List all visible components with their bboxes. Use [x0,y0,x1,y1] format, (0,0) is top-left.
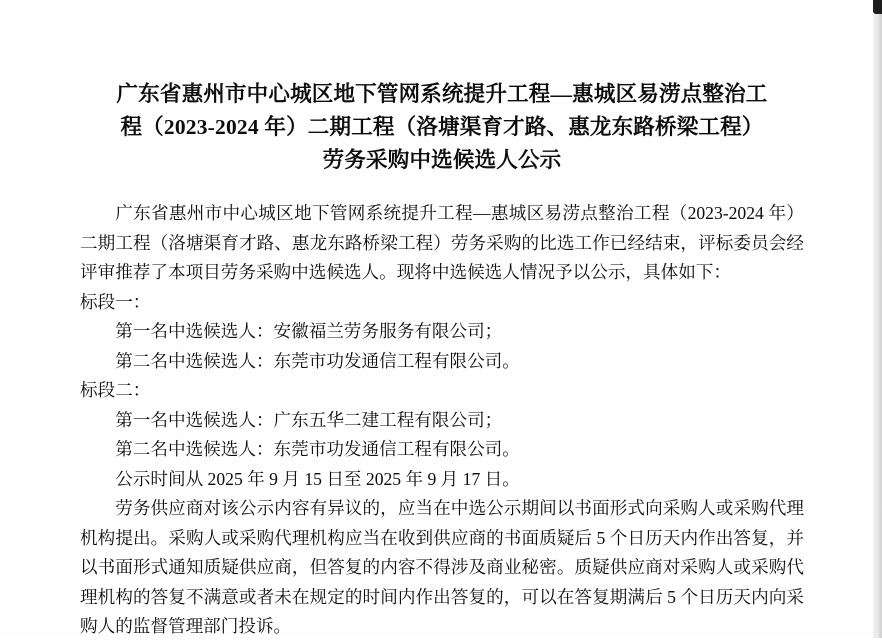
intro-paragraph: 广东省惠州市中心城区地下管网系统提升工程—惠城区易涝点整治工程（2023-2024 年）二期工程（洛塘渠育才路、惠龙东路桥梁工程）劳务采购的比选工作已经结束，评标委员会经评审推荐了本项目劳务采购中选候选人。现将中选候选人情况予以公示，具体如下： [80,203,804,282]
page-title-line-1: 广东省惠州市中心城区地下管网系统提升工程—惠城区易涝点整治工 [116,82,768,106]
publicity-period: 公示时间从 2025 年 9 月 15 日至 2025 年 9 月 17 日。 [115,468,520,489]
document-content [80,0,804,642]
page-title-line-2: 程（2023-2024 年）二期工程（洛塘渠育才路、惠龙东路桥梁工程） [120,115,764,139]
section-lot-one: 标段一： [80,291,151,312]
page-title [80,0,804,177]
lot-one-first-candidate: 第一名中选候选人：安徽福兰劳务服务有限公司； [115,321,503,341]
page-title-line-3: 劳务采购中选候选人公示 [322,148,562,172]
lot-one-second-candidate: 第二名中选候选人：东莞市功发通信工程有限公司。 [115,350,520,371]
document-body [80,199,804,642]
lot-two-first-candidate: 第一名中选候选人：广东五华二建工程有限公司； [115,409,503,430]
objection-procedure-paragraph: 劳务供应商对该公示内容有异议的，应当在中选公示期间以书面形式向采购人或采购代理机构提出。采购人或采购代理机构应当在收到供应商的书面质疑后 5 个日历天内作出答复，并以书面形式通知质疑供应商，但答复的内容不得涉及商业秘密。质疑供应商对采购人或采购代理机构的答复不满意或者未在规定的时间内作出答复的，可以在答复期满后 5 个日历天内向采购人的监督管理部门投诉。 [80,498,804,636]
section-lot-two: 标段二： [80,380,151,400]
scan-corner-mark [873,0,882,14]
lot-two-second-candidate: 第二名中选候选人：东莞市功发通信工程有限公司。 [115,439,520,459]
scan-edge-shadow [873,0,882,638]
